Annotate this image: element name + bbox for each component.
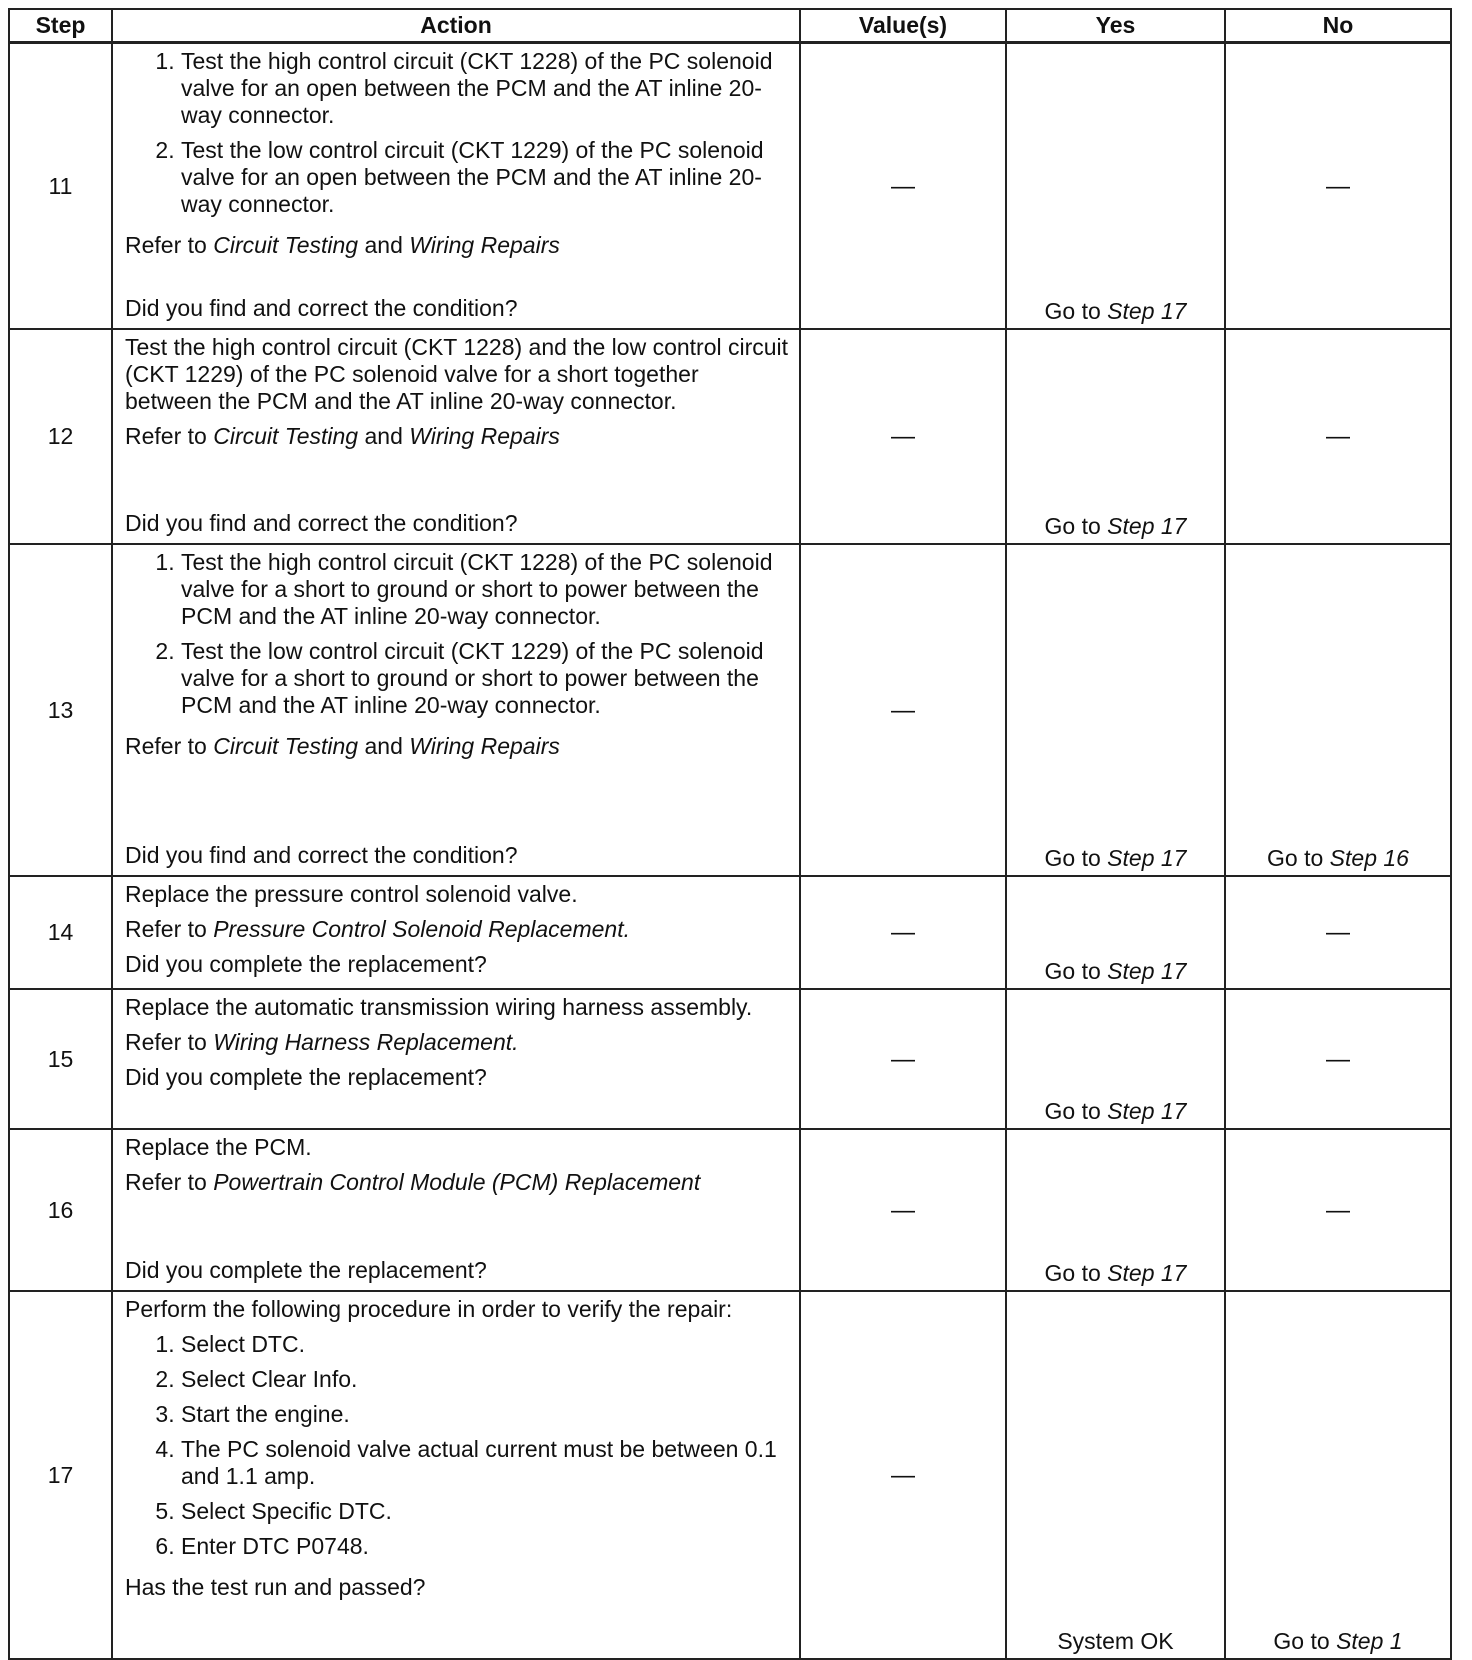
table-row: [9, 989, 1451, 1129]
reference-link[interactable]: Pressure Control Solenoid Replacement.: [213, 916, 630, 942]
go-to-step-link[interactable]: Step 17: [1107, 958, 1187, 984]
action-cell: [112, 43, 800, 330]
reference-link[interactable]: Wiring Repairs: [409, 423, 560, 449]
list-item: 1. Test the high control circuit (CKT 1228) of the PC solenoid valve for a short to ground or short to power between the PCM and the AT inline 20-way connector.: [181, 549, 789, 630]
step-number: 11: [9, 43, 112, 330]
yes-cell: [1006, 1291, 1225, 1659]
no-cell: Go to Step 16: [1225, 544, 1451, 876]
go-to-step-link[interactable]: Step 16: [1329, 845, 1409, 871]
step-number: 17: [9, 1291, 112, 1659]
no-cell: —: [1225, 1129, 1451, 1291]
value-cell: —: [800, 1129, 1006, 1291]
table-row: [9, 329, 1451, 544]
go-to-step-link[interactable]: Step 17: [1107, 1098, 1187, 1124]
no-cell: —: [1225, 876, 1451, 989]
step-number: 13: [9, 544, 112, 876]
reference-line: Refer to Circuit Testing and Wiring Repairs: [125, 733, 560, 759]
no-cell: —: [1225, 989, 1451, 1129]
step-number: 14: [9, 876, 112, 989]
action-cell: [112, 1291, 800, 1659]
action-list: [125, 48, 789, 226]
action-cell: [112, 329, 800, 544]
value-cell: —: [800, 329, 1006, 544]
action-cell: [112, 989, 800, 1129]
table-row: [9, 1291, 1451, 1659]
yes-cell: Go to Step 17: [1006, 43, 1225, 330]
action-text: Test the high control circuit (CKT 1228) and the low control circuit (CKT 1229) of the PC solenoid valve for a short together between the PCM and the AT inline 20-way connector.: [125, 334, 789, 414]
step-number: 16: [9, 1129, 112, 1291]
yes-cell: Go to Step 17: [1006, 876, 1225, 989]
header-action: Action: [112, 9, 800, 43]
reference-line: Refer to Circuit Testing and Wiring Repairs: [125, 232, 560, 258]
no-cell: —: [1225, 329, 1451, 544]
table-row: [9, 43, 1451, 330]
step-number: 12: [9, 329, 112, 544]
table-row: [9, 544, 1451, 876]
reference-line: Refer to Powertrain Control Module (PCM) Replacement: [125, 1169, 701, 1195]
action-text: Perform the following procedure in order to verify the repair:: [125, 1296, 733, 1322]
go-to-step-link[interactable]: Step 17: [1107, 845, 1187, 871]
diagnostic-table: [8, 8, 1452, 1660]
step-number: 15: [9, 989, 112, 1129]
list-item: 3. Start the engine.: [181, 1401, 789, 1428]
list-item: 2. Test the low control circuit (CKT 1229) of the PC solenoid valve for an open between the PCM and the AT inline 20-way connector.: [181, 137, 789, 218]
question: Did you complete the replacement?: [125, 1257, 487, 1283]
reference-link[interactable]: Wiring Repairs: [409, 733, 560, 759]
header-yes: Yes: [1006, 9, 1225, 43]
header-step: Step: [9, 9, 112, 43]
go-to-step-link[interactable]: Step 1: [1336, 1628, 1403, 1654]
no-cell: Go to Step 1: [1225, 1291, 1451, 1659]
list-item: 6. Enter DTC P0748.: [181, 1533, 789, 1560]
table-row: [9, 1129, 1451, 1291]
reference-link[interactable]: Circuit Testing: [213, 423, 359, 449]
action-text: Replace the pressure control solenoid valve.: [125, 881, 578, 907]
value-cell: —: [800, 43, 1006, 330]
question: Has the test run and passed?: [125, 1574, 426, 1600]
question: Did you complete the replacement?: [125, 1064, 487, 1090]
list-item: 1. Test the high control circuit (CKT 1228) of the PC solenoid valve for an open between the PCM and the AT inline 20-way connector.: [181, 48, 789, 129]
yes-cell: Go to Step 17: [1006, 544, 1225, 876]
value-cell: —: [800, 544, 1006, 876]
action-cell: [112, 1129, 800, 1291]
reference-link[interactable]: Circuit Testing: [213, 733, 359, 759]
list-item: 1. Select DTC.: [181, 1331, 789, 1358]
action-cell: [112, 544, 800, 876]
header-no: No: [1225, 9, 1451, 43]
list-item: 2. Select Clear Info.: [181, 1366, 789, 1393]
action-list: [125, 549, 789, 727]
action-text: Replace the automatic transmission wiring harness assembly.: [125, 994, 753, 1020]
question: Did you complete the replacement?: [125, 951, 487, 977]
action-text: Replace the PCM.: [125, 1134, 312, 1160]
no-cell: —: [1225, 43, 1451, 330]
question: Did you find and correct the condition?: [125, 295, 518, 321]
reference-line: Refer to Pressure Control Solenoid Replacement.: [125, 916, 630, 942]
list-item: 5. Select Specific DTC.: [181, 1498, 789, 1525]
reference-link[interactable]: Powertrain Control Module (PCM) Replacement: [213, 1169, 701, 1195]
action-cell: [112, 876, 800, 989]
value-cell: —: [800, 876, 1006, 989]
reference-link[interactable]: Wiring Repairs: [409, 232, 560, 258]
go-to-step-link[interactable]: Step 17: [1107, 513, 1187, 539]
value-cell: —: [800, 989, 1006, 1129]
value-cell: —: [800, 1291, 1006, 1659]
list-item: 4. The PC solenoid valve actual current must be between 0.1 and 1.1 amp.: [181, 1436, 789, 1490]
list-item: 2. Test the low control circuit (CKT 1229) of the PC solenoid valve for a short to ground or short to power between the PCM and the AT inline 20-way connector.: [181, 638, 789, 719]
reference-line: Refer to Wiring Harness Replacement.: [125, 1029, 519, 1055]
question: Did you find and correct the condition?: [125, 510, 518, 536]
reference-link[interactable]: Wiring Harness Replacement.: [213, 1029, 519, 1055]
reference-line: Refer to Circuit Testing and Wiring Repairs: [125, 423, 560, 449]
yes-cell: Go to Step 17: [1006, 329, 1225, 544]
yes-cell: Go to Step 17: [1006, 989, 1225, 1129]
table-row: [9, 876, 1451, 989]
go-to-step-link[interactable]: Step 17: [1107, 1260, 1187, 1286]
question: Did you find and correct the condition?: [125, 842, 518, 868]
table-header: [9, 9, 1451, 43]
reference-link[interactable]: Circuit Testing: [213, 232, 359, 258]
go-to-step-link[interactable]: Step 17: [1107, 298, 1187, 324]
system-ok-text: System OK: [1057, 1628, 1174, 1654]
action-list: [125, 1331, 789, 1568]
yes-cell: Go to Step 17: [1006, 1129, 1225, 1291]
header-values: Value(s): [800, 9, 1006, 43]
